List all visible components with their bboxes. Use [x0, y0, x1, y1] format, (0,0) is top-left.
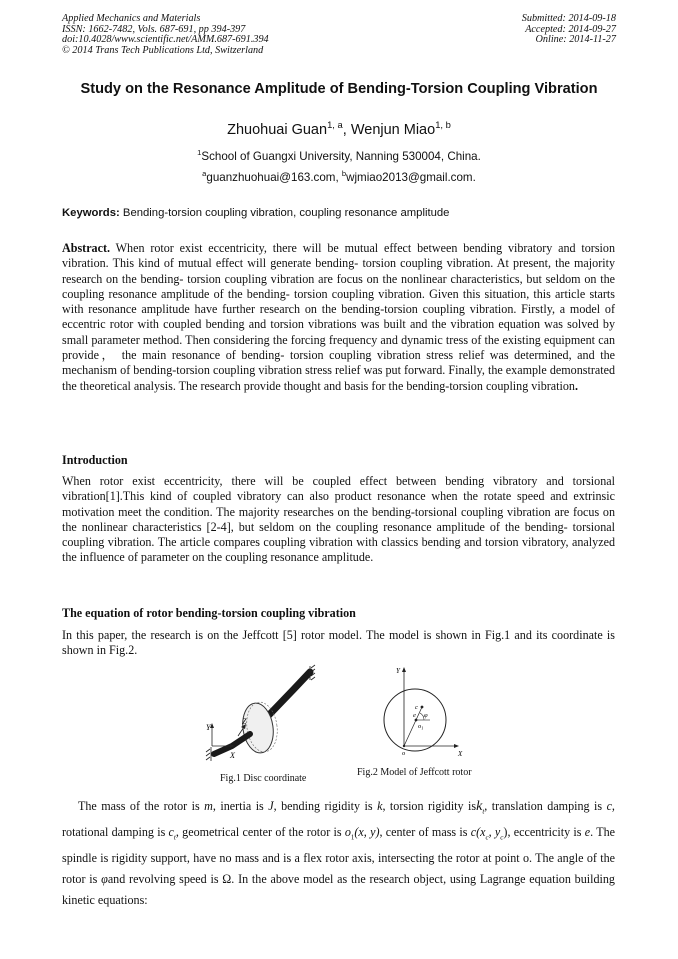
- author-2-sup: 1, b: [435, 119, 451, 131]
- symbol-cxy-end: ): [503, 825, 508, 840]
- symbol-k: k: [377, 799, 383, 813]
- fig2-jeffcott-rotor: [372, 662, 468, 762]
- email-a[interactable]: guanzhuohuai@163.com,: [206, 171, 342, 184]
- email-b[interactable]: wjmiao2013@gmail.com.: [346, 171, 476, 184]
- journal-header-right: [522, 14, 616, 46]
- symbol-omega: Ω: [222, 872, 232, 887]
- body-text-5: , translation: [484, 799, 543, 813]
- symbol-ct: c: [168, 825, 174, 840]
- symbol-ct-sub: t: [173, 833, 176, 842]
- section-equation-text: In this paper, the research is on the Jeffcott [5] rotor model. The model is shown in Fig.1 and its coordinate is shown in Fig.2.: [62, 628, 615, 658]
- introduction-heading: Introduction: [62, 453, 128, 467]
- symbol-cxy-sub1: c: [485, 833, 489, 842]
- accepted-date: Accepted: 2014-09-27: [525, 23, 616, 35]
- fig1-label-x: X: [230, 751, 235, 760]
- journal-issn: ISSN: 1662-7482, Vols. 687-691, pp 394-397: [62, 23, 246, 35]
- body-text-13: and revolving speed is: [107, 872, 223, 887]
- symbol-kt-sub: t: [482, 807, 485, 816]
- body-text-10: , eccentricity is: [507, 825, 585, 840]
- journal-header-left: [62, 14, 269, 56]
- symbol-m: m: [204, 799, 213, 813]
- fig2-axis-y-arrow: [402, 667, 406, 672]
- author-1-sup: 1, a: [327, 119, 343, 131]
- fig2-caption: Fig.2 Model of Jeffcott rotor: [357, 767, 472, 778]
- paper-title: Study on the Resonance Amplitude of Bending-Torsion Coupling Vibration: [80, 81, 598, 97]
- email-a-sup: a: [202, 169, 207, 179]
- fig2-label-o1-sub: 1: [421, 725, 424, 731]
- fig2-label-e: e: [413, 712, 416, 719]
- fig1-caption: Fig.1 Disc coordinate: [220, 773, 307, 784]
- fig2-label-x: X: [458, 750, 463, 758]
- fig2-label-o1: [418, 723, 424, 731]
- body-text-7: rotational damping is: [62, 825, 169, 840]
- journal-name: Applied Mechanics and Materials: [62, 13, 201, 24]
- body-text-4: , torsion rigidity is: [382, 799, 477, 813]
- fig2-label-c: c: [415, 704, 418, 711]
- body-text-12: intersecting the rotor at point o. The angle of the rotor is: [62, 851, 615, 887]
- body-text-11: . The spindle is rigidity support, have no mass and is a flex rotor axis,: [62, 825, 616, 866]
- fig1-shaft-upper: [268, 672, 310, 716]
- abstract-text: When rotor exist eccentricity, there will be mutual effect between bending vibratory and torsion vibration. This kind of mutual effect will generate bending- torsion coupling vibration. At present, the majority research on the bending- torsion coupling vibration are focus on the nonlinear characteristics, but seldom on the coupling resonance amplitude of the bending- torsion coupling vibration. Given this situation, this article starts with resonance amplitude have further research on the bending-torsion coupling vibration. Firstly, a model of eccentric rotor with coupled bending and torsion vibrations was built and the vibration equation was solved by small parameter method. Then considering the forcing frequency and dynamic tress of the existing equipment can provide， the main resonance of bending- torsion coupling vibration stress relief was determined, and the mechanism of bending-torsion coupling vibration stress relief was put forward. Finally, the example demonstrated the theoretical analysis. The research provide thought and basis for the bending-torsion coupling vibration: [62, 241, 615, 393]
- symbol-J: J: [268, 799, 274, 813]
- online-date: Online: 2014-11-27: [535, 34, 616, 46]
- fig2-label-o: o: [402, 750, 406, 757]
- symbol-kt: k: [476, 799, 483, 814]
- journal-copyright: © 2014 Trans Tech Publications Ltd, Switzerland: [62, 44, 264, 56]
- body-text-15: model as the research object, using Lagrange equation building kinetic equations:: [62, 872, 615, 907]
- symbol-phi: φ: [101, 872, 108, 887]
- fig2-point-o: [403, 745, 405, 747]
- symbol-cxy-mid: , y: [488, 825, 501, 840]
- body-text-2: , inertia is: [212, 799, 269, 813]
- body-text-3: , bending rigidity is: [273, 799, 378, 813]
- symbol-o1-args: (x, y): [354, 825, 380, 840]
- abstract-end: .: [574, 378, 578, 393]
- keywords-label: Keywords:: [62, 207, 120, 219]
- keywords: [62, 207, 622, 219]
- journal-doi: doi:10.4028/www.scientific.net/AMM.687-691.394: [62, 34, 269, 46]
- submitted-date: Submitted: 2014-09-18: [521, 13, 616, 24]
- symbol-cxy-sub2: c: [500, 833, 504, 842]
- affiliation: [62, 150, 616, 163]
- fig2-label-o1-base: o: [418, 723, 422, 730]
- author-separator: ,: [342, 122, 351, 138]
- fig2-line-o-o1: [404, 720, 416, 746]
- affiliation-sup: 1: [197, 148, 202, 158]
- fig1-bearing-lower: [206, 747, 211, 761]
- introduction-text: When rotor exist eccentricity, there will be coupled effect between bending vibratory and torsional vibration[1].This kind of coupled vibratory can also product resonance when the rotate speed and extrinsic motivation meet the condition. The majority researches on the bending-torsional coupling vibration are focus on the nonlinear characteristics [2-4], but seldom on the coupling resonance amplitude of the bending- torsional coupling vibration. The article compares coupling vibration with classics bending and torsion vibratory, analyzed the influence of parameter on the coupling resonance amplitude.: [62, 474, 615, 565]
- body-text-1: The mass of the rotor is: [78, 799, 205, 813]
- email-b-sup: b: [341, 169, 347, 179]
- symbol-e: e: [584, 825, 591, 840]
- keywords-text: Bending-torsion coupling vibration, coupling resonance amplitude: [119, 207, 450, 219]
- author-1-name: Zhuohuai Guan: [227, 122, 328, 138]
- fig2-label-phi: φ: [424, 712, 428, 719]
- symbol-o1: o: [344, 825, 351, 840]
- symbol-cxy: c(x: [470, 825, 486, 840]
- email-line: [62, 171, 616, 184]
- author-line: [62, 119, 616, 138]
- symbol-c: c,: [606, 799, 615, 813]
- affiliation-text: School of Guangxi University, Nanning 530004, China.: [201, 150, 481, 163]
- body-text-8: , geometrical center of the rotor is: [175, 825, 345, 840]
- fig2-point-c: [421, 706, 424, 709]
- fig2-label-y: Y: [396, 667, 400, 675]
- fig1-label-y: Y: [206, 723, 211, 732]
- fig2-point-o1: [415, 719, 418, 722]
- body-paragraph: [62, 796, 615, 911]
- section-heading-equation: The equation of rotor bending-torsion coupling vibration: [62, 606, 356, 620]
- author-2-name: Wenjun Miao: [350, 122, 436, 138]
- abstract-label: Abstract.: [62, 241, 111, 255]
- fig2-axis-x-arrow: [454, 744, 459, 748]
- fig1-disc-coordinate: [198, 664, 330, 772]
- body-text-9: , center of mass is: [379, 825, 468, 840]
- abstract: [62, 241, 615, 394]
- body-text-6: damping is: [547, 799, 607, 813]
- symbol-o1-sub: 1: [350, 833, 355, 842]
- fig1-axis-y-arrow: [210, 723, 214, 728]
- body-text-14: . In the above: [231, 872, 300, 887]
- fig1-label-z: Z: [242, 717, 247, 726]
